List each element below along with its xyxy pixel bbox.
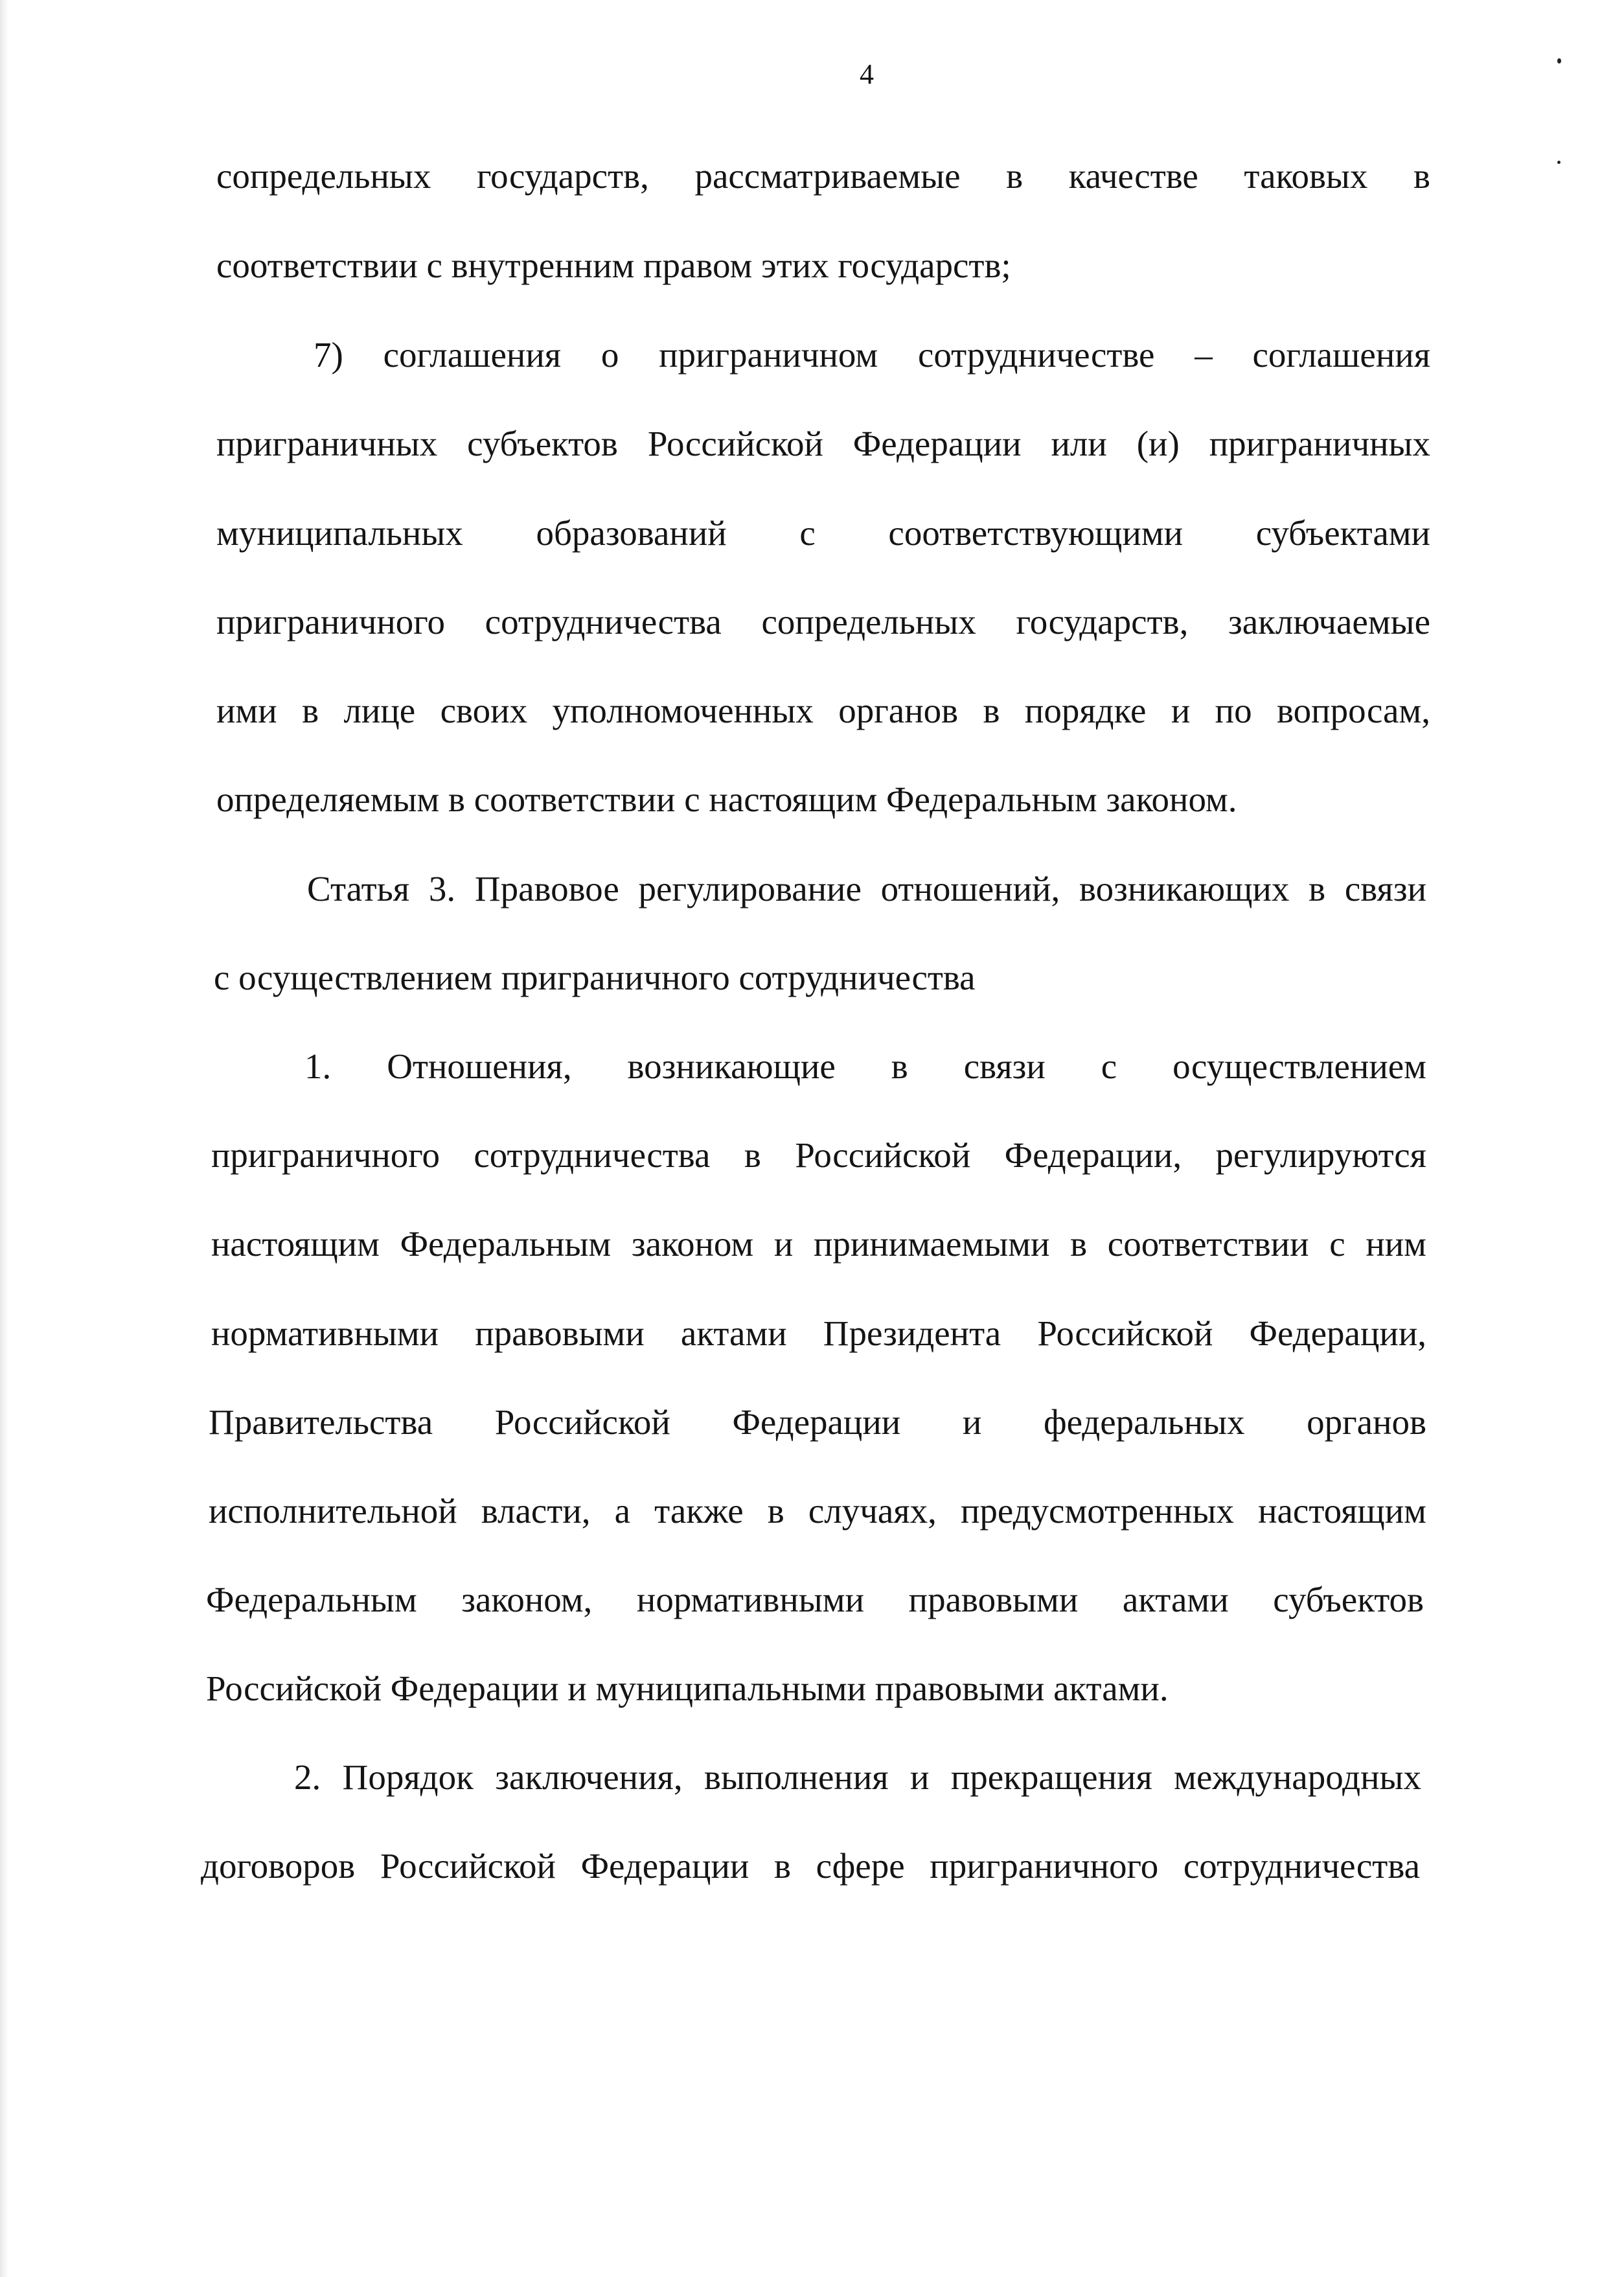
text-line: нормативными правовыми актами Президента Российской Федерации,: [211, 1313, 1426, 1353]
text-line: договоров Российской Федерации в сфере приграничного сотрудничества: [201, 1846, 1420, 1886]
text-line: муниципальных образований с соответствующими субъектами: [216, 513, 1430, 553]
text-line: 2. Порядок заключения, выполнения и прекращения международных: [294, 1757, 1421, 1797]
text-line: определяемым в соответствии с настоящим Федеральным законом.: [216, 780, 1237, 819]
text-line: исполнительной власти, а также в случаях, предусмотренных настоящим: [209, 1491, 1426, 1531]
text-line: 7) соглашения о приграничном сотрудничестве – соглашения: [314, 335, 1430, 375]
scan-edge: [0, 0, 9, 2277]
page-number: 4: [860, 58, 874, 90]
text-line: Федеральным законом, нормативными правовыми актами субъектов: [206, 1580, 1424, 1619]
text-line: Правительства Российской Федерации и федеральных органов: [209, 1402, 1426, 1442]
text-line: Российской Федерации и муниципальными правовыми актами.: [206, 1669, 1169, 1708]
text-line: настоящим Федеральным законом и принимаемыми в соответствии с ним: [211, 1224, 1426, 1264]
text-line: соответствии с внутренним правом этих государств;: [216, 246, 1011, 285]
text-line: сопредельных государств, рассматриваемые в качестве таковых в: [216, 156, 1430, 196]
scan-speck: [1557, 161, 1561, 164]
text-line: 1. Отношения, возникающие в связи с осуществлением: [304, 1046, 1426, 1086]
scan-speck: [1557, 58, 1561, 64]
text-line: приграничного сотрудничества в Российской Федерации, регулируются: [211, 1135, 1426, 1175]
text-line: приграничных субъектов Российской Федерации или (и) приграничных: [216, 424, 1430, 463]
text-line: приграничного сотрудничества сопредельных государств, заключаемые: [216, 602, 1430, 641]
article-heading: с осуществлением приграничного сотрудничества: [214, 958, 976, 997]
article-heading: Статья 3. Правовое регулирование отношений, возникающих в связи: [307, 869, 1426, 908]
text-line: ими в лице своих уполномоченных органов в порядке и по вопросам,: [216, 691, 1430, 730]
